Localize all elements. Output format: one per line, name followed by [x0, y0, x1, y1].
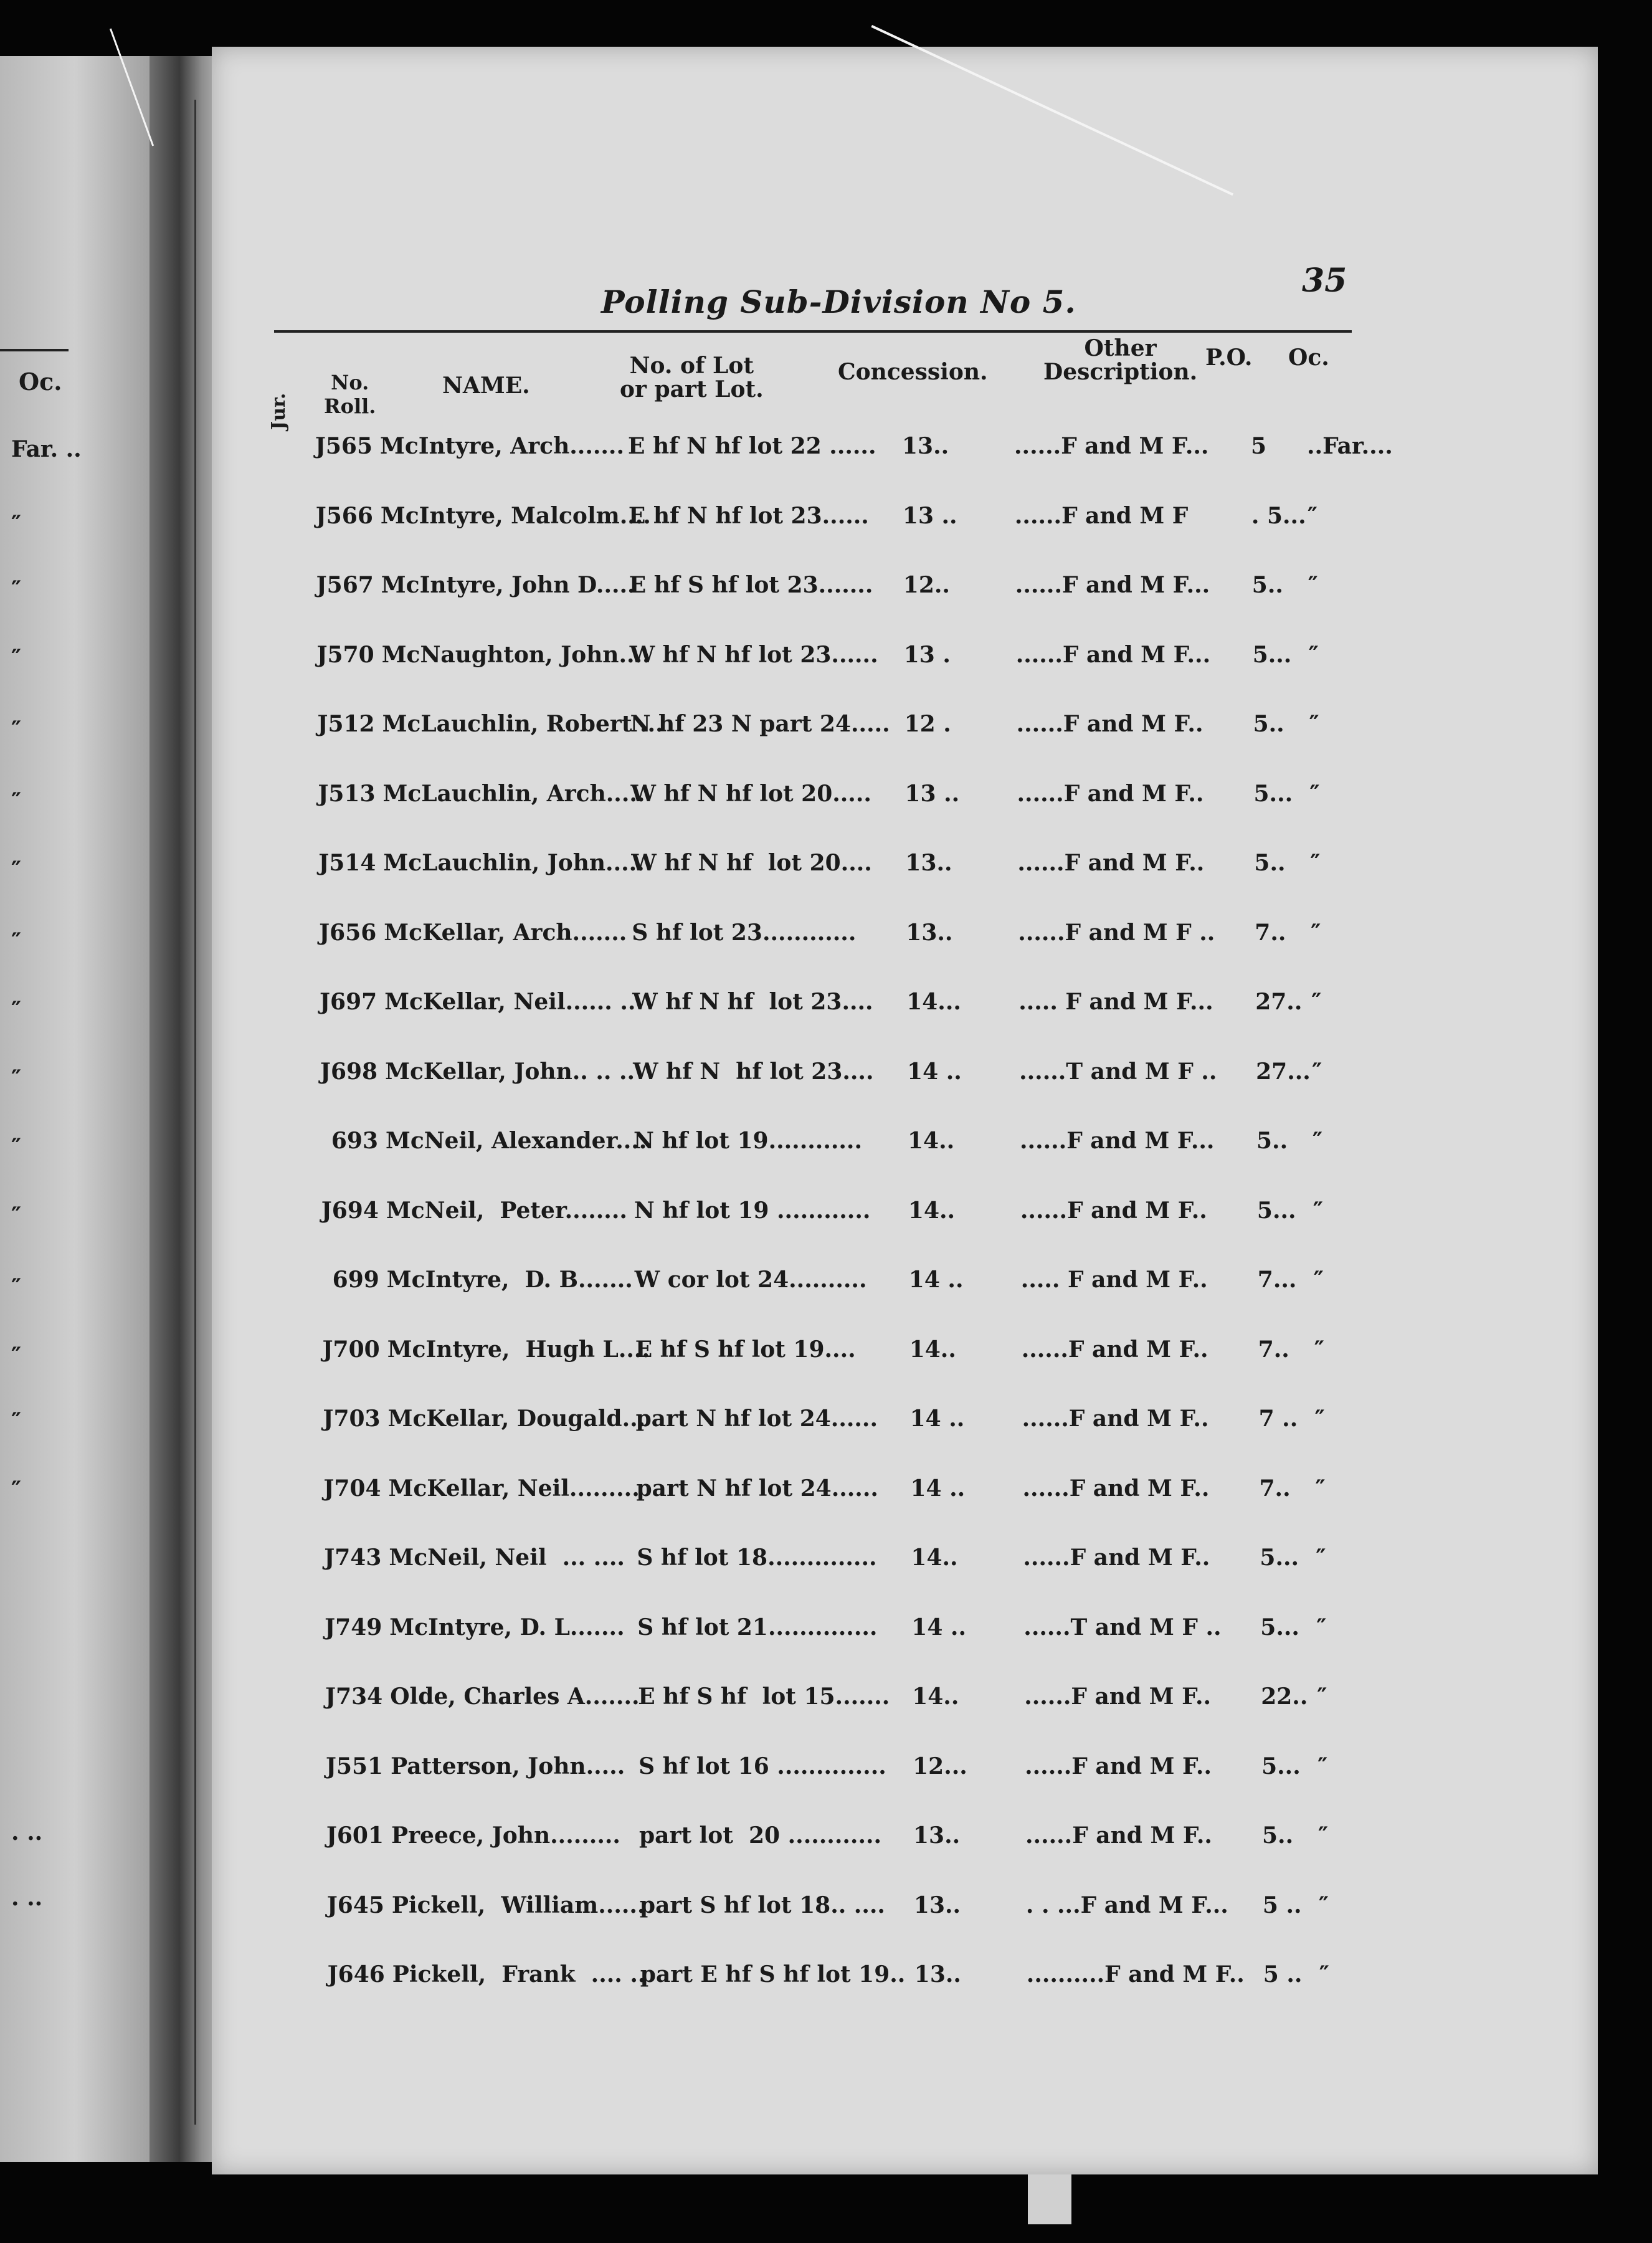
header-jur: Jur.: [268, 393, 290, 430]
cell-lot: W hf N hf lot 20....: [631, 850, 872, 876]
cell-lot: part lot 20 ............: [639, 1822, 882, 1849]
cell-name: Preece, John.........: [391, 1822, 620, 1849]
cell-description: ......F and M F..: [1017, 780, 1204, 807]
cell-name: McIntyre, John D.....: [381, 572, 635, 598]
cell-lot: part N hf lot 24......: [635, 1406, 878, 1432]
cell-lot: S hf lot 16 ..............: [638, 1753, 886, 1779]
cell-name: McIntyre, Malcolm....: [380, 502, 651, 529]
cell-oc: ″: [1315, 1475, 1326, 1502]
header-oc: Oc.: [1288, 345, 1329, 371]
cell-po: 5...: [1261, 1753, 1301, 1779]
cell-concession: 14..: [911, 1545, 958, 1571]
cell-lot: part N hf lot 24......: [636, 1475, 878, 1502]
cell-oc: ″: [1309, 711, 1319, 737]
cell-name: McLauchlin, Arch.....: [382, 780, 645, 807]
cell-concession: 14..: [908, 1128, 955, 1154]
cell-description: ......F and M F..: [1022, 1406, 1209, 1432]
cell-name: McKellar, Arch.......: [384, 919, 627, 946]
cell-oc: ″: [1316, 1545, 1326, 1571]
left-oc-mark: ″: [11, 1343, 22, 1369]
cell-description: ......T and M F ..: [1019, 1058, 1217, 1085]
cell-description: ......F and M F..: [1025, 1753, 1212, 1779]
cell-concession: 12..: [903, 572, 950, 598]
cell-lot: N hf 23 N part 24.....: [630, 711, 890, 737]
cell-name: Olde, Charles A.......: [390, 1683, 640, 1710]
cell-roll: J601: [326, 1822, 384, 1849]
cell-po: 5 ..: [1263, 1961, 1303, 1988]
header-po: P.O.: [1205, 345, 1253, 371]
cell-lot: W hf N hf lot 23....: [632, 989, 873, 1015]
cell-description: ......F and M F..: [1020, 1197, 1207, 1224]
cell-name: Pickell, William......: [391, 1892, 645, 1918]
cell-description: . . ...F and M F...: [1025, 1892, 1228, 1918]
left-oc-mark: ″: [11, 997, 22, 1023]
cell-oc: ″: [1317, 1753, 1328, 1779]
cell-description: ......F and M F..: [1023, 1545, 1210, 1571]
cell-po: 5..: [1256, 1128, 1288, 1154]
cell-lot: E hf N hf lot 23......: [628, 502, 869, 529]
left-oc-mark: ″: [11, 576, 22, 602]
left-oc-mark: ″: [11, 928, 22, 955]
cell-oc: ″: [1318, 1892, 1329, 1918]
cell-name: McIntyre, Arch.......: [380, 433, 624, 459]
cell-name: McIntyre, Hugh L....: [387, 1336, 650, 1363]
cell-lot: W cor lot 24..........: [634, 1267, 867, 1293]
cell-description: ......T and M F ..: [1023, 1614, 1222, 1641]
cell-concession: 12...: [913, 1753, 967, 1779]
cell-roll: J656: [319, 919, 377, 946]
cell-oc: ″: [1317, 1683, 1327, 1710]
cell-concession: 14 ..: [908, 1267, 964, 1293]
cell-lot: N hf lot 19............: [634, 1128, 862, 1154]
cell-name: McKellar, Dougald...: [387, 1406, 646, 1432]
cell-name: McNeil, Neil ... ....: [389, 1545, 625, 1571]
cell-description: ......F and M F...: [1015, 572, 1210, 598]
cell-roll: J743: [324, 1545, 382, 1571]
cell-roll: J734: [325, 1683, 383, 1710]
cell-roll: J645: [326, 1892, 384, 1918]
left-oc-mark: Far. ..: [11, 436, 82, 462]
cell-name: McKellar, Neil...... ..: [384, 989, 636, 1015]
cell-roll: J565: [315, 433, 373, 459]
page-title: Polling Sub-Division No 5.: [601, 283, 1076, 320]
cell-concession: 13..: [906, 919, 953, 946]
cell-oc: ″: [1308, 641, 1319, 668]
cell-roll: J514: [318, 850, 376, 876]
left-oc-mark: ″: [11, 788, 22, 814]
cell-description: ......F and M F: [1014, 502, 1189, 529]
cell-name: Patterson, John.....: [391, 1753, 625, 1779]
cell-concession: 12 .: [904, 711, 951, 737]
cell-name: McKellar, Neil.........: [388, 1475, 640, 1502]
cell-roll: J646: [327, 1961, 385, 1988]
cell-roll: J694: [321, 1197, 379, 1224]
cell-roll: J512: [317, 711, 375, 737]
page-number: 35: [1302, 262, 1347, 300]
cell-lot: E hf S hf lot 23.......: [629, 572, 873, 598]
cell-roll: J513: [318, 780, 376, 807]
cell-concession: 14 ..: [910, 1475, 966, 1502]
cell-po: 5..: [1262, 1822, 1294, 1849]
left-oc-header: Oc.: [19, 368, 62, 396]
cell-oc: ″: [1314, 1336, 1324, 1363]
cell-description: ......F and M F...: [1020, 1128, 1215, 1154]
header-lot: No. of Lot or part Lot.: [620, 353, 764, 402]
cell-oc: ″: [1316, 1614, 1327, 1641]
cell-oc: ″: [1308, 572, 1318, 598]
cell-concession: 14 ..: [909, 1406, 965, 1432]
left-oc-mark: ″: [11, 645, 22, 671]
spine-line: [194, 100, 196, 2125]
cell-oc: ″: [1313, 1267, 1324, 1293]
cell-oc: ″: [1318, 1822, 1329, 1849]
cell-description: ..........F and M F..: [1026, 1961, 1245, 1988]
cell-concession: 13..: [914, 1961, 961, 1988]
cell-oc: ″: [1313, 1197, 1323, 1224]
page-edge: [1028, 2174, 1071, 2224]
cell-description: ......F and M F..: [1016, 711, 1203, 737]
cell-concession: 14 ..: [911, 1614, 966, 1641]
left-oc-mark: ″: [11, 1274, 22, 1300]
left-oc-mark: ″: [11, 1065, 22, 1092]
cell-description: ......F and M F...: [1015, 641, 1211, 668]
left-oc-mark: ″: [11, 717, 22, 743]
cell-po: . 5...: [1251, 502, 1306, 529]
cell-name: McLauchlin, Robert ...: [382, 711, 663, 737]
cell-po: 5 ..: [1262, 1892, 1302, 1918]
left-oc-mark: ″: [11, 1202, 22, 1229]
cell-oc: ″: [1312, 1058, 1322, 1085]
cell-description: ..... F and M F..: [1020, 1267, 1208, 1293]
cell-po: 7..: [1259, 1475, 1291, 1502]
cell-oc: ″: [1311, 919, 1321, 946]
cell-roll: J749: [325, 1614, 382, 1641]
cell-concession: 14..: [912, 1683, 959, 1710]
cell-po: 5...: [1260, 1545, 1299, 1571]
cell-oc: ″: [1310, 850, 1321, 876]
cell-roll: J551: [325, 1753, 384, 1779]
cell-po: 27...: [1256, 1058, 1311, 1085]
cell-lot: part S hf lot 18.. ....: [639, 1892, 885, 1918]
cell-oc: ″: [1313, 1128, 1323, 1154]
left-oc-mark: ″: [11, 1134, 22, 1160]
cell-roll: J704: [323, 1475, 381, 1502]
cell-lot: N hf lot 19 ............: [634, 1197, 871, 1224]
cell-concession: 13 ..: [902, 502, 957, 529]
title-rule: [274, 330, 1352, 333]
cell-po: 7..: [1258, 1336, 1289, 1363]
cell-concession: 13..: [913, 1892, 961, 1918]
cell-description: ......F and M F..: [1017, 850, 1205, 876]
left-oc-mark: ″: [11, 511, 22, 537]
cell-po: 7...: [1257, 1267, 1297, 1293]
cell-name: McNeil, Alexander....: [386, 1128, 647, 1154]
cell-lot: E hf S hf lot 15.......: [638, 1683, 890, 1710]
cell-roll: J566: [315, 502, 373, 529]
left-oc-mark: . ..: [11, 1819, 43, 1845]
header-name: NAME.: [442, 373, 530, 399]
cell-roll: J567: [316, 572, 374, 598]
header-concession: Concession.: [838, 359, 988, 385]
cell-po: 5...: [1252, 641, 1292, 668]
cell-po: 7 ..: [1258, 1406, 1298, 1432]
cell-lot: S hf lot 23............: [632, 919, 857, 946]
cell-oc: ″: [1311, 989, 1322, 1015]
cell-po: 5: [1251, 433, 1267, 459]
cell-name: McNaughton, John....: [381, 641, 650, 668]
cell-concession: 13..: [905, 850, 952, 876]
left-page-rule: [0, 349, 69, 351]
cell-concession: 13 ..: [904, 780, 960, 807]
cell-concession: 14...: [906, 989, 961, 1015]
cell-description: ......F and M F..: [1024, 1683, 1212, 1710]
cell-roll: 699: [332, 1267, 379, 1293]
cell-name: McNeil, Peter........: [386, 1197, 627, 1224]
cell-concession: 14..: [908, 1197, 956, 1224]
cell-roll: J700: [322, 1336, 380, 1363]
cell-description: ......F and M F..: [1022, 1475, 1210, 1502]
cell-po: 22..: [1261, 1683, 1308, 1710]
left-oc-mark: . ..: [11, 1885, 43, 1911]
cell-lot: S hf lot 18..............: [637, 1545, 877, 1571]
cell-lot: E hf N hf lot 22 ......: [628, 433, 876, 459]
cell-concession: 14..: [909, 1336, 956, 1363]
cell-oc: ″: [1307, 502, 1317, 529]
cell-description: ......F and M F..: [1025, 1822, 1212, 1849]
cell-po: 5..: [1253, 711, 1284, 737]
left-oc-mark: ″: [11, 1477, 22, 1503]
cell-name: McLauchlin, John.....: [383, 850, 645, 876]
left-oc-mark: ″: [11, 1408, 22, 1434]
cell-po: 5...: [1260, 1614, 1299, 1641]
cell-name: McIntyre, D. B.......: [386, 1267, 633, 1293]
cell-po: 5..: [1251, 572, 1283, 598]
cell-roll: J698: [320, 1058, 378, 1085]
cell-oc: ..Far....: [1307, 433, 1393, 459]
cell-roll: J570: [316, 641, 374, 668]
cell-concession: 13..: [913, 1822, 961, 1849]
cell-concession: 13 .: [903, 641, 951, 668]
cell-lot: W hf N hf lot 20.....: [630, 780, 871, 807]
cell-lot: S hf lot 21..............: [637, 1614, 878, 1641]
cell-roll: J703: [323, 1406, 381, 1432]
cell-description: ..... F and M F...: [1018, 989, 1213, 1015]
header-description: Other Description.: [1043, 335, 1198, 385]
cell-oc: ″: [1309, 780, 1320, 807]
cell-name: McKellar, John.. .. ..: [385, 1058, 635, 1085]
cell-lot: E hf S hf lot 19....: [635, 1336, 856, 1363]
cell-concession: 13..: [902, 433, 949, 459]
cell-name: McIntyre, D. L.......: [389, 1614, 625, 1641]
cell-po: 5...: [1256, 1197, 1296, 1224]
left-oc-mark: ″: [11, 857, 22, 883]
cell-roll: J697: [320, 989, 377, 1015]
cell-lot: W hf N hf lot 23......: [629, 641, 878, 668]
cell-lot: W hf N hf lot 23....: [633, 1058, 874, 1085]
cell-roll: 693: [331, 1128, 378, 1154]
cell-concession: 14 ..: [907, 1058, 962, 1085]
cell-po: 27..: [1255, 989, 1303, 1015]
cell-description: ......F and M F ..: [1018, 919, 1215, 946]
cell-po: 5..: [1254, 850, 1286, 876]
cell-lot: part E hf S hf lot 19..: [640, 1961, 906, 1988]
cell-description: ......F and M F..: [1021, 1336, 1208, 1363]
cell-name: Pickell, Frank .... ..: [392, 1961, 646, 1988]
cell-po: 7..: [1255, 919, 1286, 946]
cell-oc: ″: [1319, 1961, 1329, 1988]
header-roll: No. Roll.: [324, 371, 376, 418]
cell-description: ......F and M F...: [1014, 433, 1209, 459]
cell-oc: ″: [1314, 1406, 1325, 1432]
cell-po: 5...: [1253, 780, 1293, 807]
